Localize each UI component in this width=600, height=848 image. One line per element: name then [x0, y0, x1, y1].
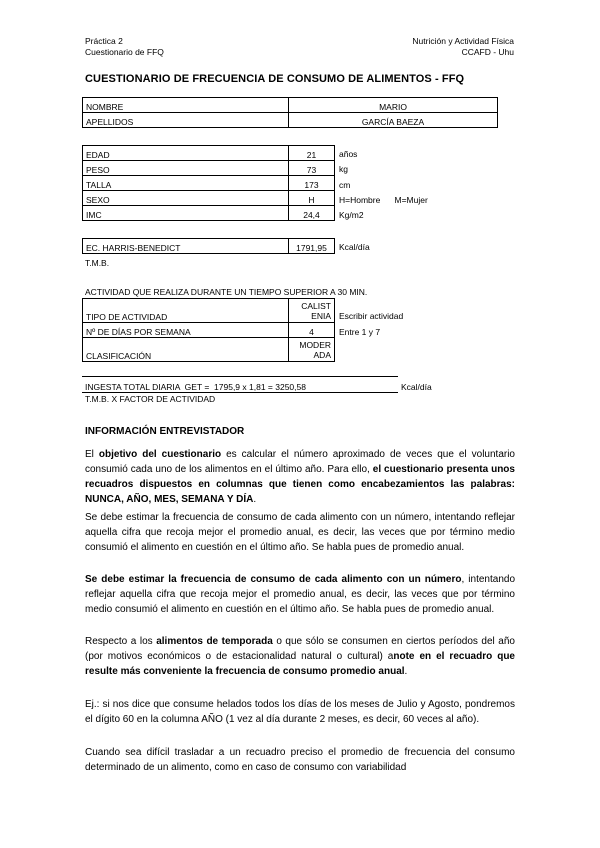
info-paragraph-3: [85, 572, 515, 617]
info-paragraph-4: [85, 634, 515, 679]
clasif-value: [288, 337, 335, 362]
tipo-label: TIPO DE ACTIVIDAD: [82, 298, 289, 323]
info-heading: INFORMACIÓN ENTREVISTADOR: [85, 426, 245, 437]
apellidos-value: GARCÍA BAEZA: [288, 112, 498, 128]
header-left: [85, 36, 164, 58]
sexo-legend: H=Hombre M=Mujer: [339, 195, 428, 205]
info-paragraph-6: Cuando sea difícil trasladar a un recuadro preciso el promedio de frecuencia del consumo determinado de un alimento, como en caso de consumo con variabilidad: [85, 747, 515, 773]
apellidos-label: APELLIDOS: [82, 112, 289, 128]
info-paragraph-2: Se debe estimar la frecuencia de consumo de cada alimento con un número, intentando reflejar aquella cifra que recoja mejor el promedio anual, es decir, las veces que por término medio consumió el alimento en cuestión en el último año. Se habla pues de promedio anual.: [85, 512, 515, 553]
clasif-label: CLASIFICACIÓN: [82, 337, 289, 362]
header-institution: CCAFD - Uhu: [461, 47, 514, 57]
p1-b: objetivo del cuestionario: [98, 449, 222, 460]
info-paragraph-5: Ej.: si nos dice que consume helados todos los días de los meses de Julio y Agosto, pondremos el dígito 60 en la columna AÑO (1 vez al día durante 2 meses, es decir, 60 veces al año).: [85, 699, 515, 725]
ingesta-top-rule: [82, 376, 398, 377]
edad-value: 21: [288, 145, 335, 161]
talla-label: TALLA: [82, 175, 289, 191]
header-course: Nutrición y Actividad Física: [412, 36, 514, 46]
activity-heading: ACTIVIDAD QUE REALIZA DURANTE UN TIEMPO SUPERIOR A 30 MIN.: [85, 287, 368, 297]
p4-c: o que sólo se consumen en ciertos períodos del año (por motivos económicos o de estacionalidad natural o cultural) a: [85, 636, 515, 662]
p3-b: , intentando reflejar aquella cifra que recoja mejor el promedio anual, es decir, las veces que por término medio consumió el alimento en cuestión en el último año. Se habla pues de promedio anual.: [85, 574, 516, 615]
peso-unit: kg: [339, 164, 348, 174]
dias-hint: Entre 1 y 7: [339, 327, 381, 337]
dias-value: 4: [288, 322, 335, 338]
tipo-value-line1: CALIST: [301, 300, 331, 311]
p4-b: alimentos de temporada: [156, 636, 273, 647]
clasif-value-line1: MODER: [299, 339, 331, 350]
harris-unit: Kcal/día: [339, 242, 370, 252]
p1-c: es calcular el número aproximado de veces que el voluntario consumió cada uno de los alimentos en el último año. Para ello,: [85, 449, 515, 475]
harris-label: EC. HARRIS-BENEDICT: [82, 238, 289, 254]
header-right: [412, 36, 514, 58]
tipo-value: [288, 298, 335, 323]
imc-value: 24,4: [288, 205, 335, 221]
header-practice: Práctica 2: [85, 36, 123, 46]
nombre-value: MARIO: [288, 97, 498, 113]
info-paragraph-1: [85, 447, 515, 507]
imc-label: IMC: [82, 205, 289, 221]
p4-e: .: [404, 666, 408, 677]
edad-unit: años: [339, 149, 358, 159]
p1-e: .: [253, 494, 257, 505]
talla-unit: cm: [339, 180, 351, 190]
clasif-value-line2: ADA: [313, 349, 331, 360]
p1-d: el cuestionario presenta unos recuadros dispuestos en columnas que tienen como encabezamientos las palabras: NUNCA, AÑO, MES, SEMANA Y DÍA: [85, 464, 515, 505]
p1-a: El: [85, 449, 99, 460]
ingesta-unit: Kcal/día: [401, 382, 432, 392]
tipo-value-line2: ENIA: [311, 310, 331, 321]
page-title: CUESTIONARIO DE FRECUENCIA DE CONSUMO DE ALIMENTOS - FFQ: [85, 73, 465, 85]
peso-label: PESO: [82, 160, 289, 176]
ingesta-text: INGESTA TOTAL DIARIA GET = 1795,9 x 1,81 = 3250,58: [85, 382, 306, 392]
ingesta-bottom-rule: [82, 392, 398, 393]
sexo-label: SEXO: [82, 190, 289, 206]
edad-label: EDAD: [82, 145, 289, 161]
tipo-hint: Escribir actividad: [339, 311, 404, 321]
imc-unit: Kg/m2: [339, 210, 364, 220]
ingesta-note: T.M.B. X FACTOR DE ACTIVIDAD: [85, 394, 216, 404]
harris-value: 1791,95: [288, 238, 335, 254]
p4-a: Respecto a los: [85, 636, 157, 647]
p4-d: note en el recuadro que resulte más conveniente la frecuencia de consumo promedio anual: [85, 651, 515, 677]
harris-note: T.M.B.: [85, 258, 110, 268]
peso-value: 73: [288, 160, 335, 176]
dias-label: Nº DE DÍAS POR SEMANA: [82, 322, 289, 338]
nombre-label: NOMBRE: [82, 97, 289, 113]
talla-value: 173: [288, 175, 335, 191]
header-questionnaire: Cuestionario de FFQ: [85, 47, 164, 57]
p3-a: Se debe estimar la frecuencia de consumo de cada alimento con un número: [85, 574, 462, 585]
sexo-value: H: [288, 190, 335, 206]
